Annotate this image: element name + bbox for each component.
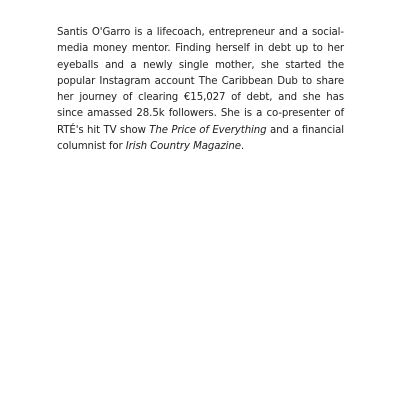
magazine-title: Irish Country Magazine: [125, 141, 241, 153]
bio-text-main: Santis O'Garro is a lifecoach, entrepreneur and a social-media money mentor. Finding herself in debt up to her eyeballs and a newly single mother, she started the popular Instagram account The Caribbean Dub to share her journey of clearing €15,027 of debt, and she has since amassed 28.5k followers. She is a co-presenter of RTÉ's hit TV show: [57, 27, 344, 136]
show-title: The Price of Everything: [149, 124, 267, 136]
author-bio-paragraph: [57, 25, 344, 155]
bio-text-connector: and a financial columnist for: [57, 124, 345, 153]
bio-text-end: .: [240, 141, 245, 153]
